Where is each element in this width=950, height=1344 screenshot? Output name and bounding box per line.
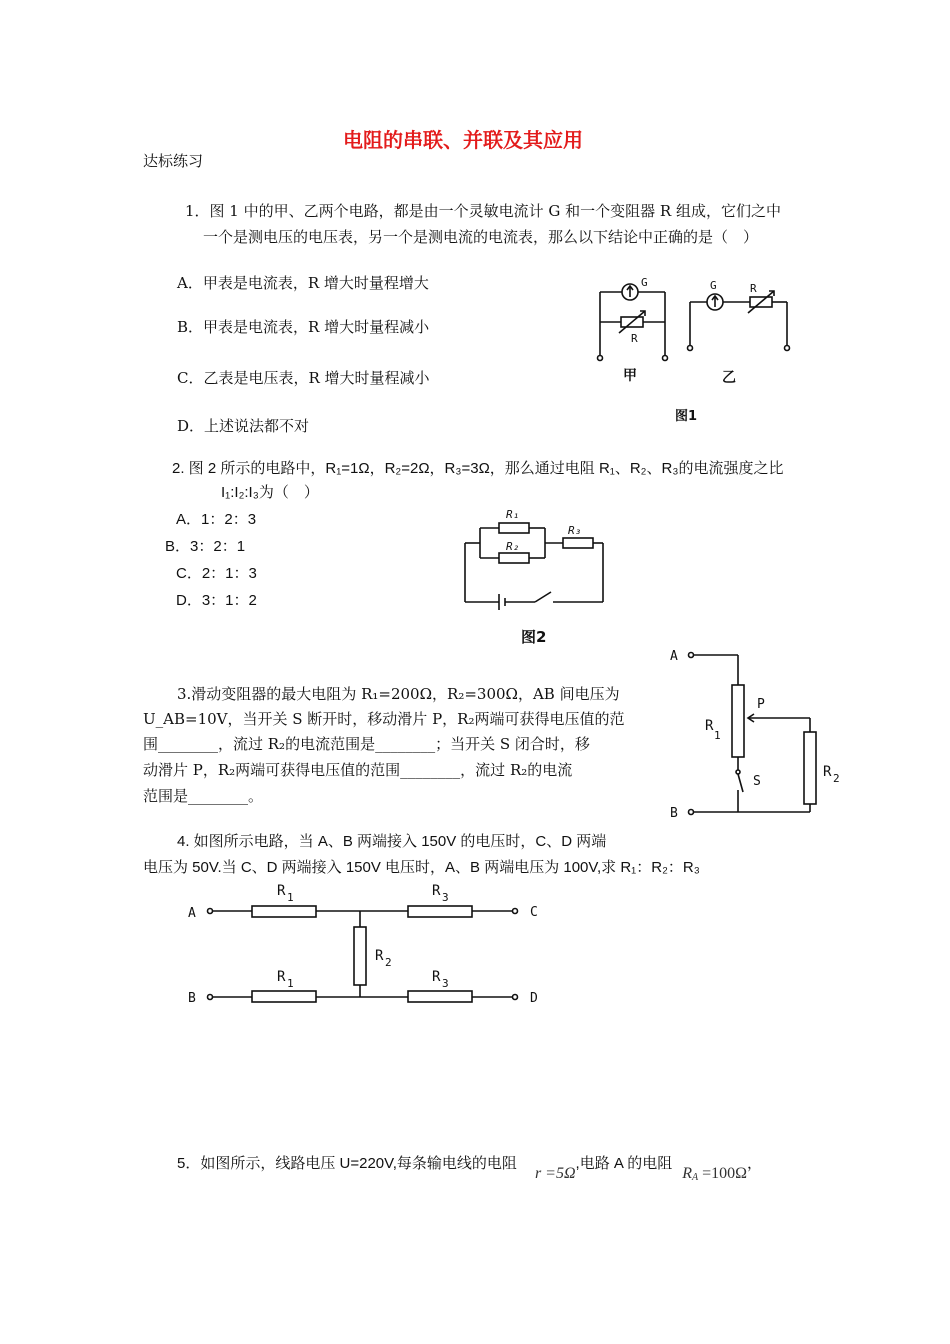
figure-1-circuits [585, 270, 810, 430]
fig2-r2-label: R₂ [506, 540, 520, 553]
fig4-d-label: D [530, 991, 538, 1006]
fig3-r1-label: R [705, 718, 714, 734]
page-title: 电阻的串联、并联及其应用 [343, 128, 583, 152]
q3-line-5: 范围是________。 [143, 787, 264, 805]
q3-line-3: 围________，流过 R₂的电流范围是________；当开关 S 闭合时，移 [143, 735, 590, 753]
q5-tail: ， [747, 1155, 763, 1172]
fig4-c-label: C [530, 905, 538, 920]
fig3-r1-sub: 1 [714, 729, 721, 742]
fig1-r-label: R [631, 332, 638, 345]
q5-formula-ra-sub: A [692, 1172, 699, 1183]
q5-text: 5．如图所示，线路电压 U=220V,每条输电线的电阻 [177, 1155, 517, 1172]
q4-line-1: 4. 如图所示电路，当 A、B 两端接入 150V 的电压时，C、D 两端 [177, 833, 607, 850]
q2-line-1: 2. 图 2 所示的电路中，R₁=1Ω，R₂=2Ω，R₃=3Ω，那么通过电阻 R₁、R₂、R₃的电流强度之比 [172, 460, 784, 477]
fig4-r1-top-label: R [277, 883, 286, 899]
q2-option-c: C．2：1：3 [176, 565, 257, 582]
section-heading: 达标练习 [143, 152, 204, 170]
fig4-r1-bottom-sub: 1 [287, 977, 294, 990]
q1-option-a: A．甲表是电流表，R 增大时量程增大 [177, 274, 429, 292]
fig4-r3-top-label: R [432, 883, 441, 899]
figure-3-circuit [665, 640, 855, 825]
q5-formula-ra-value: =100Ω [698, 1165, 748, 1182]
fig4-r2-sub: 2 [385, 956, 392, 969]
fig4-r1-top-sub: 1 [287, 891, 294, 904]
fig3-r2-sub: 2 [833, 772, 840, 785]
q4-line-2: 电压为 50V.当 C、D 两端接入 150V 电压时，A、B 两端电压为 100V,求 R₁：R₂：R₃ [143, 859, 700, 876]
q2-option-b: B．3：2：1 [165, 538, 246, 555]
fig1-caption: 图1 [675, 409, 698, 424]
q5-formula-r: r =5Ω [534, 1165, 576, 1182]
q5-formula-ra: R [682, 1165, 692, 1182]
fig2-r3-label: R₃ [568, 524, 582, 537]
fig4-r3-bottom-sub: 3 [442, 977, 449, 990]
fig3-b-label: B [670, 806, 678, 821]
q2-line-2: I₁:I₂:I₃为（ ） [221, 484, 319, 501]
fig3-s-label: S [753, 774, 761, 789]
q3-line-1: 3.滑动变阻器的最大电阻为 R₁=200Ω，R₂=300Ω，AB 间电压为 [177, 685, 620, 703]
fig1-g2-label: G [710, 279, 717, 292]
q5-mid-text: ,电路 A 的电阻 [575, 1155, 673, 1172]
q3-line-4: 动滑片 P，R₂两端可获得电压值的范围________，流过 R₂的电流 [143, 761, 573, 779]
q2-option-a: A．1：2：3 [176, 511, 257, 528]
q1-option-d: D．上述说法都不对 [177, 417, 310, 435]
fig2-caption: 图2 [521, 628, 547, 646]
fig3-a-label: A [670, 649, 678, 664]
figure-4-circuit [180, 875, 550, 1015]
fig4-a-label: A [188, 906, 196, 921]
fig4-r1-bottom-label: R [277, 969, 286, 985]
fig2-r1-label: R₁ [506, 508, 520, 521]
fig3-p-label: P [757, 697, 765, 712]
fig3-r2-label: R [823, 764, 832, 780]
q1-option-b: B．甲表是电流表，R 增大时量程减小 [177, 318, 430, 336]
fig4-b-label: B [188, 991, 196, 1006]
q1-line-2: 一个是测电压的电压表，另一个是测电流的电流表，那么以下结论中正确的是（ ） [203, 228, 759, 246]
fig4-r3-top-sub: 3 [442, 891, 449, 904]
q3-line-2: U_AB=10V，当开关 S 断开时，移动滑片 P，R₂两端可获得电压值的范 [143, 710, 625, 728]
fig4-r3-bottom-label: R [432, 969, 441, 985]
fig1-g-label: G [641, 276, 648, 289]
figure-2-circuit [455, 500, 615, 650]
fig1-r2-label: R [750, 282, 757, 295]
q1-line-1: 1．图 1 中的甲、乙两个电路，都是由一个灵敏电流计 G 和一个变阻器 R 组成，它们之中 [185, 202, 781, 220]
fig1-jia-label: 甲 [623, 368, 637, 384]
fig1-yi-label: 乙 [722, 370, 736, 386]
q2-option-d: D．3：1：2 [176, 592, 257, 609]
fig4-r2-label: R [375, 948, 384, 964]
q1-option-c: C．乙表是电压表，R 增大时量程减小 [177, 369, 430, 387]
